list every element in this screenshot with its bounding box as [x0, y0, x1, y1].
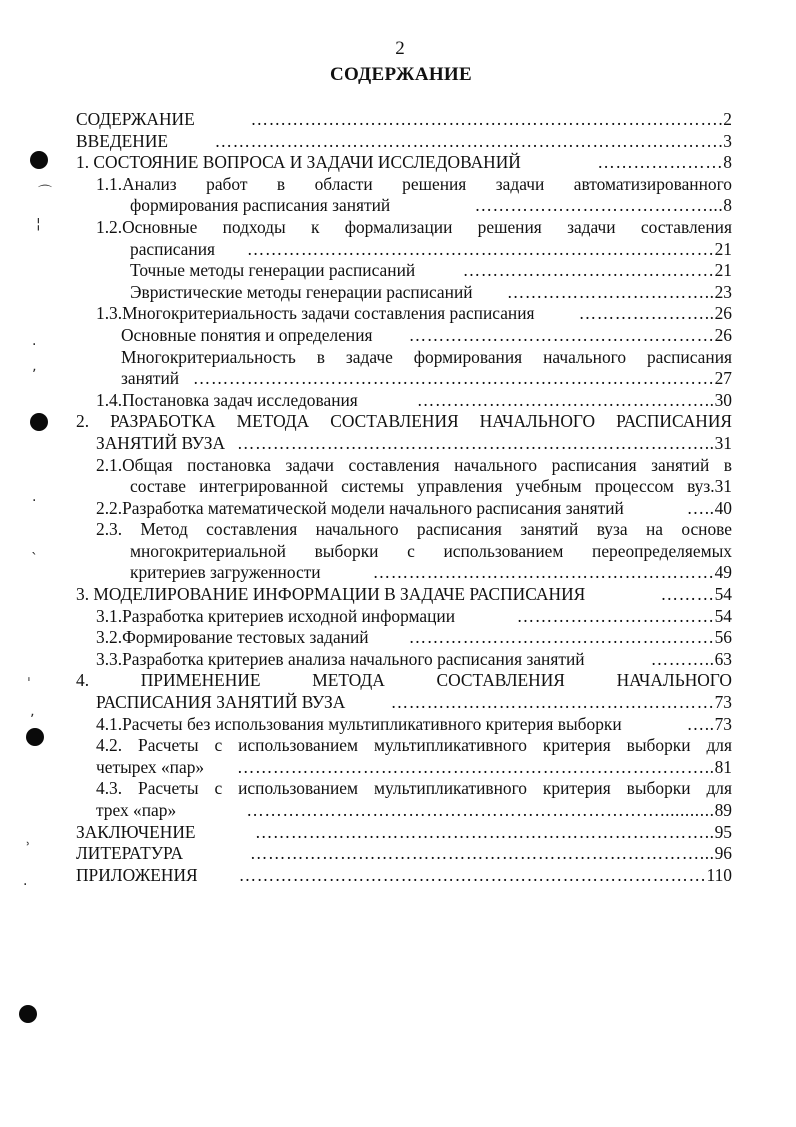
binder-hole: [30, 151, 48, 169]
toc-entry-2-2[interactable]: 2.2.Разработка математической модели начального расписания занятий …..40: [96, 497, 732, 518]
toc-entry-2-1[interactable]: 2.1.Общая постановка задачи составления начального расписания занятий в: [96, 454, 732, 475]
toc-entry-4-3-cont[interactable]: трех «пар» ……………………………………………………………...........89: [96, 800, 732, 820]
toc-entry-chapter-4-cont[interactable]: РАСПИСАНИЯ ЗАНЯТИЙ ВУЗА ………………………………………………73: [96, 692, 732, 713]
toc-entry-2-3[interactable]: 2.3. Метод составления начального расписания занятий вуза на основе: [96, 519, 732, 540]
toc-entry-chapter-4[interactable]: 4. ПРИМЕНЕНИЕ МЕТОДА СОСТАВЛЕНИЯ НАЧАЛЬНОГО: [76, 670, 732, 691]
toc-entry-3-3[interactable]: 3.3.Разработка критериев анализа начального расписания занятий ………..63: [96, 648, 732, 669]
scan-speck: ˎ: [31, 539, 38, 555]
toc-entry-1-2-cont[interactable]: расписания ……………………………………………………………………21: [130, 238, 732, 259]
toc-entry-contents[interactable]: СОДЕРЖАНИЕ …………………………………………………………………….2: [76, 109, 732, 129]
toc-entry-1-1-cont[interactable]: формирования расписания занятий …………………………………...8: [130, 195, 732, 216]
toc-entry-literature[interactable]: ЛИТЕРАТУРА …………………………………………………………………...96: [76, 843, 732, 864]
scan-speck: ⌒: [38, 185, 52, 201]
toc-entry-4-2[interactable]: 4.2. Расчеты с использованием мультипликативного критерия выборки для: [96, 735, 732, 756]
page-title: СОДЕРЖАНИЕ: [330, 64, 472, 85]
toc-entry-intro[interactable]: ВВЕДЕНИЕ ………………………………………………………………………….3: [76, 130, 732, 151]
binder-hole: [26, 728, 44, 746]
toc-entry-chapter-2-cont[interactable]: ЗАНЯТИЙ ВУЗА ……………………………………………………………………..31: [96, 432, 732, 453]
binder-hole: [30, 413, 48, 431]
toc-entry-1-3-concepts[interactable]: Основные понятия и определения ……………………………………………26: [121, 324, 732, 345]
toc-entry-2-3-cont[interactable]: многокритериальной выборки с использованием переопределяемых: [130, 540, 732, 561]
toc-entry-1-2-exact[interactable]: Точные методы генерации расписаний ……………………………………21: [130, 260, 732, 281]
table-of-contents: [76, 109, 732, 886]
toc-entry-3-2[interactable]: 3.2.Формирование тестовых заданий ……………………………………………56: [96, 627, 732, 648]
toc-entry-2-1-cont[interactable]: составе интегрированной системы управления учебным процессом вуз.31: [130, 476, 732, 497]
toc-entry-2-3-cont2[interactable]: критериев загруженности …………………………………………………49: [130, 562, 732, 583]
toc-entry-chapter-1[interactable]: 1. СОСТОЯНИЕ ВОПРОСА И ЗАДАЧИ ИССЛЕДОВАНИЙ …………………8: [76, 152, 732, 173]
toc-entry-1-2-heuristic[interactable]: Эвристические методы генерации расписаний ……………………………..23: [130, 281, 732, 302]
toc-entry-1-3-multicriteria-cont[interactable]: занятий ……………………………………………………………………………27: [121, 368, 732, 389]
toc-entry-3-1[interactable]: 3.1.Разработка критериев исходной информации ……………………………54: [96, 605, 732, 626]
scan-speck: ˒: [26, 837, 31, 853]
toc-entry-1-4[interactable]: 1.4.Постановка задач исследования …………………………………………..30: [96, 389, 732, 410]
page-number: 2: [395, 38, 405, 59]
toc-entry-chapter-2[interactable]: 2. РАЗРАБОТКА МЕТОДА СОСТАВЛЕНИЯ НАЧАЛЬНОГО РАСПИСАНИЯ: [76, 411, 732, 432]
scan-speck: ʼ: [32, 367, 37, 383]
scan-speck: ·: [23, 877, 28, 893]
toc-entry-4-1[interactable]: 4.1.Расчеты без использования мультипликативного критерия выборки …..73: [96, 713, 732, 734]
toc-entry-1-3[interactable]: 1.3.Многокритериальность задачи составления расписания …………………..26: [96, 303, 732, 324]
toc-entry-4-2-cont[interactable]: четырех «пар» ……………………………………………………………………..81: [96, 756, 732, 777]
toc-entry-1-1[interactable]: 1.1.Анализ работ в области решения задачи автоматизированного: [96, 173, 732, 194]
binder-hole: [19, 1005, 37, 1023]
scan-speck: ˈ: [27, 676, 31, 692]
toc-entry-1-3-multicriteria[interactable]: Многокритериальность в задаче формирования начального расписания: [121, 346, 732, 367]
scan-speck: ¦: [36, 216, 41, 232]
toc-entry-chapter-3[interactable]: 3. МОДЕЛИРОВАНИЕ ИНФОРМАЦИИ В ЗАДАЧЕ РАСПИСАНИЯ ………54: [76, 584, 732, 605]
toc-entry-1-2[interactable]: 1.2.Основные подходы к формализации решения задачи составления: [96, 216, 732, 237]
toc-entry-appendices[interactable]: ПРИЛОЖЕНИЯ ……………………………………………………………………110: [76, 864, 732, 885]
scan-speck: ·: [32, 337, 37, 353]
toc-entry-conclusion[interactable]: ЗАКЛЮЧЕНИЕ …………………………………………………………………..95: [76, 821, 732, 842]
scan-speck: ʼ: [30, 712, 35, 728]
scan-speck: ·: [32, 493, 37, 509]
toc-entry-4-3[interactable]: 4.3. Расчеты с использованием мультипликативного критерия выборки для: [96, 778, 732, 799]
